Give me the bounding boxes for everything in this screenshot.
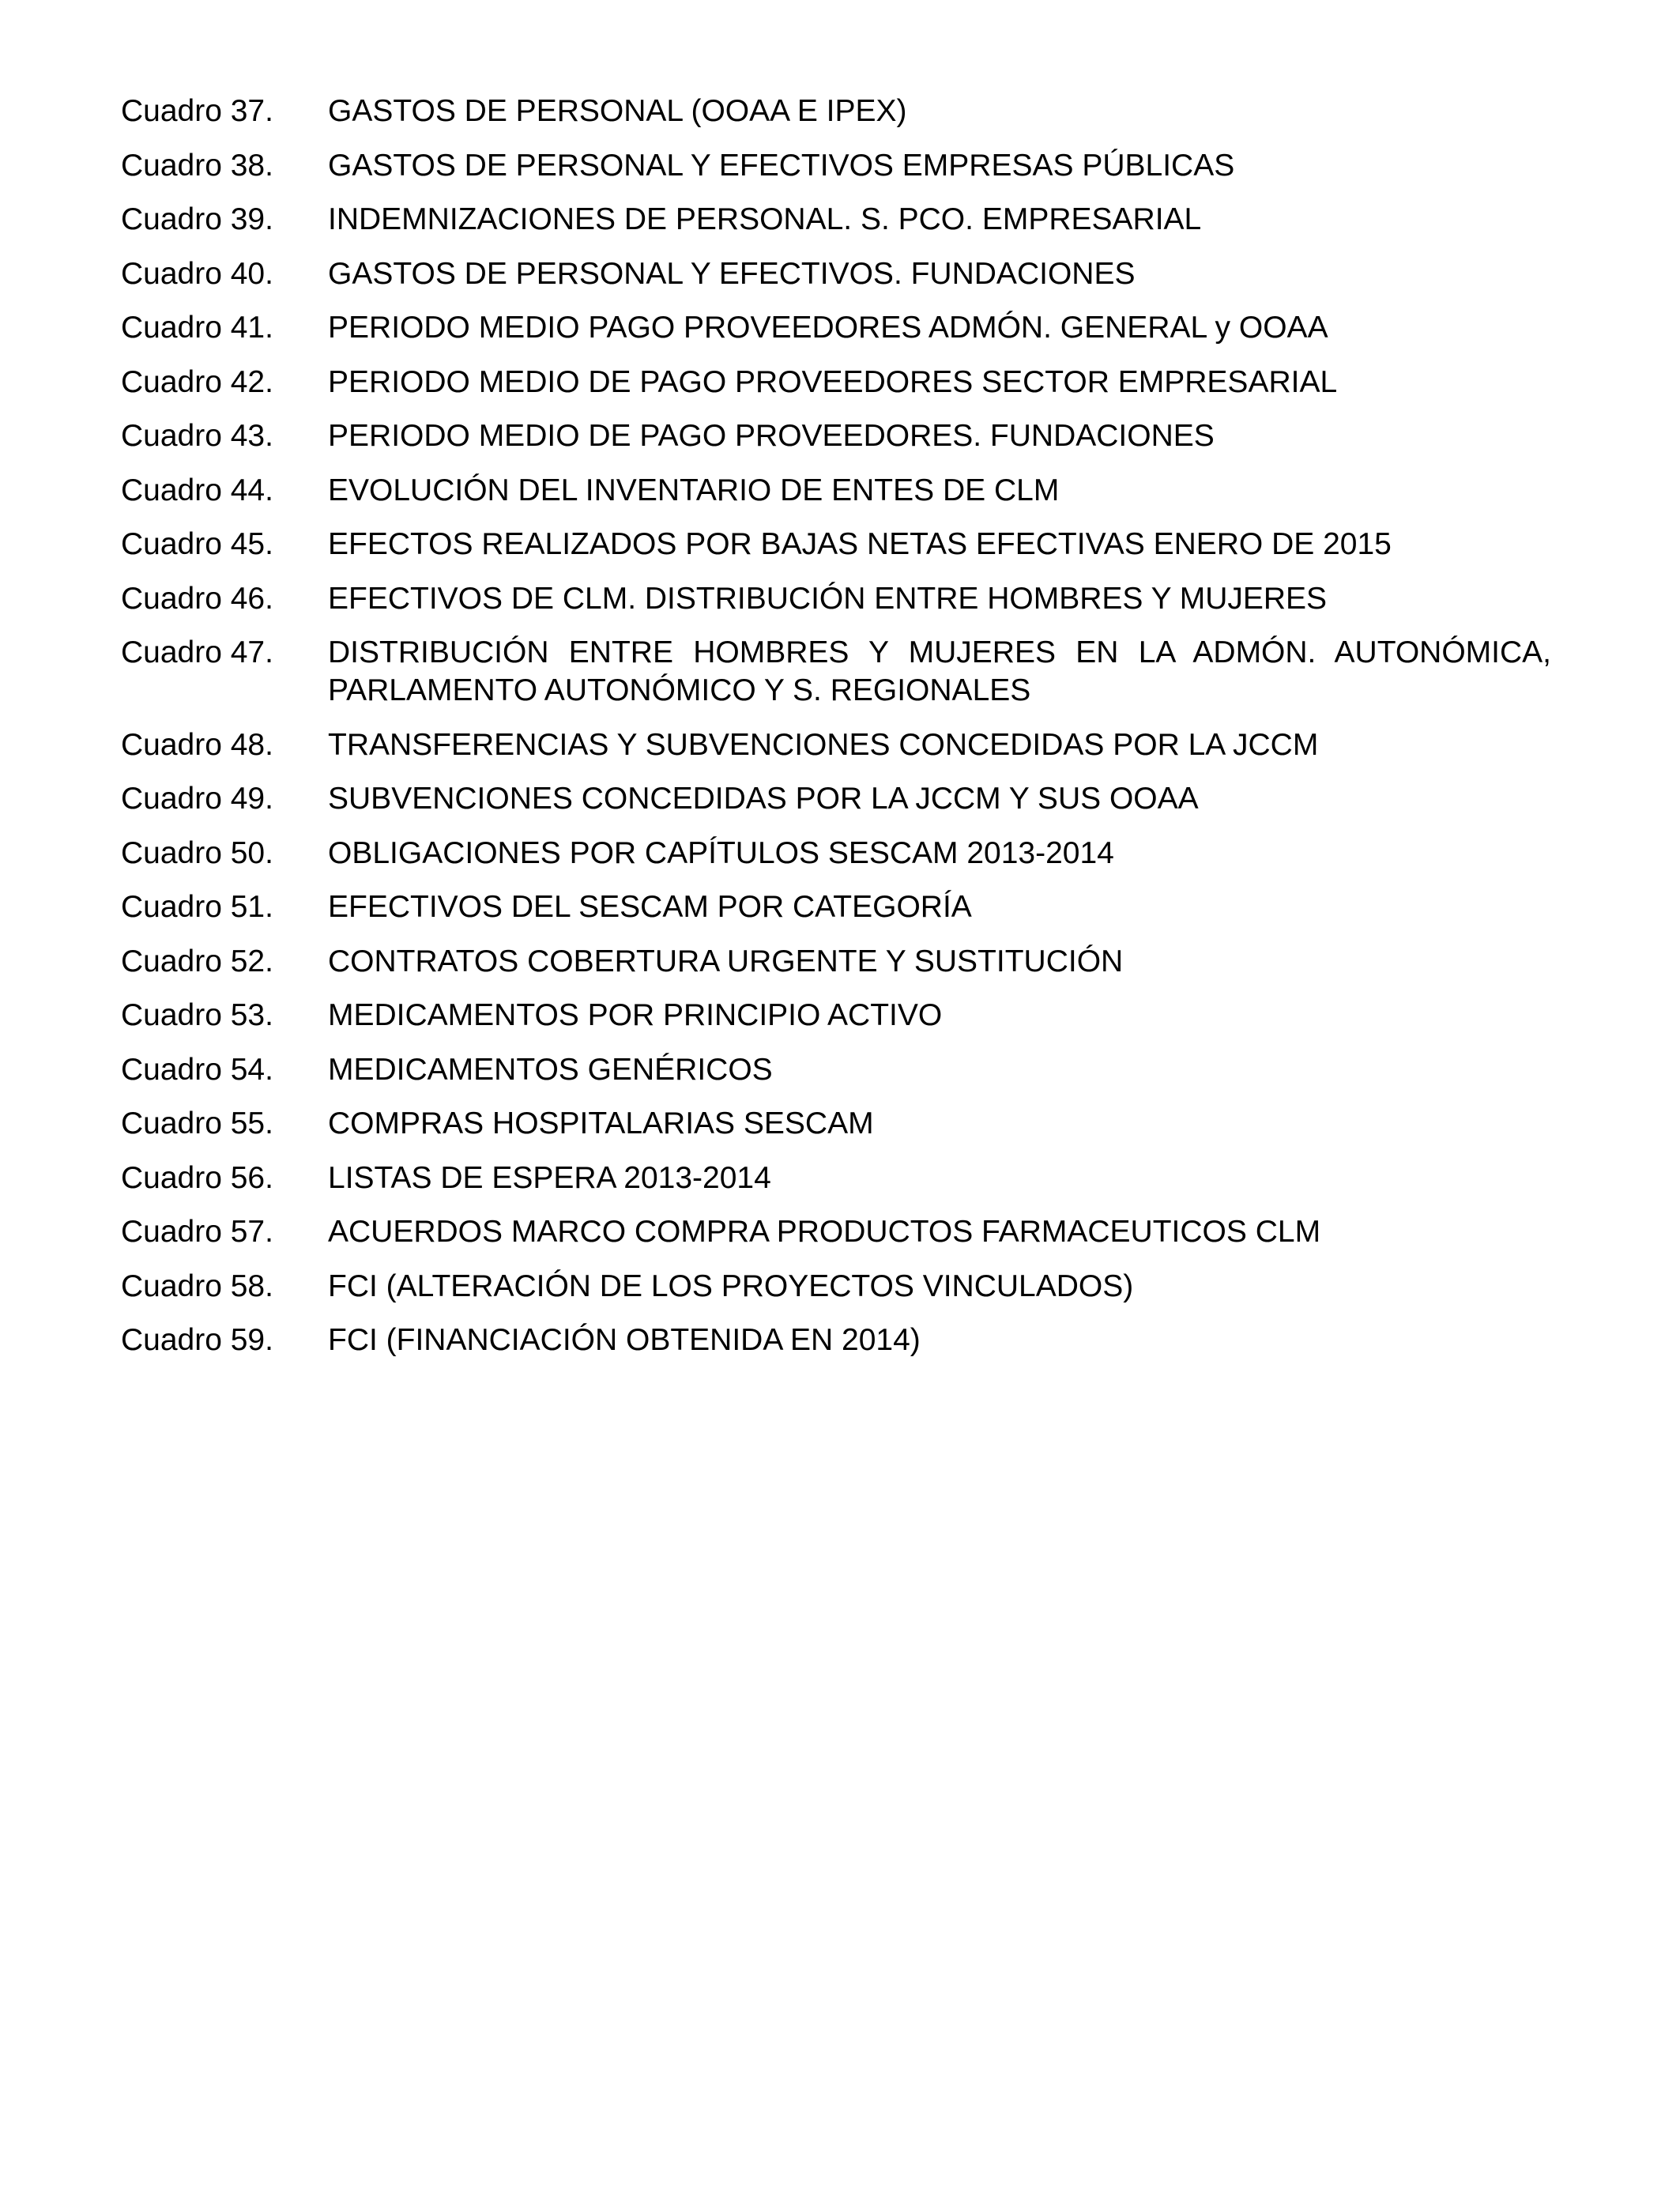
entry-number: Cuadro 50.: [121, 835, 273, 870]
entry-number: Cuadro 47.: [121, 635, 273, 669]
entry-number: Cuadro 39.: [121, 202, 273, 236]
toc-entry: [121, 417, 1551, 455]
entry-title: GASTOS DE PERSONAL Y EFECTIVOS EMPRESAS PÚBLICAS: [328, 148, 1235, 183]
entry-title: FCI (ALTERACIÓN DE LOS PROYECTOS VINCULADOS): [328, 1269, 1134, 1303]
entry-title: DISTRIBUCIÓN ENTRE HOMBRES Y MUJERES EN LA ADMÓN. AUTONÓMICA, PARLAMENTO AUTONÓMICO Y S. REGIONALES: [328, 635, 1551, 707]
toc-entry: [121, 835, 1551, 873]
toc-entry: [121, 201, 1551, 239]
toc-entry: [121, 580, 1551, 618]
toc-entry: [121, 726, 1551, 764]
entry-number: Cuadro 44.: [121, 473, 273, 507]
entry-title: SUBVENCIONES CONCEDIDAS POR LA JCCM Y SUS OOAA: [328, 782, 1199, 816]
entry-number: Cuadro 45.: [121, 527, 273, 561]
toc-entry: [121, 1105, 1551, 1143]
toc-entry: [121, 1051, 1551, 1089]
entry-number: Cuadro 49.: [121, 782, 273, 816]
entry-title: MEDICAMENTOS POR PRINCIPIO ACTIVO: [328, 998, 943, 1032]
entry-number: Cuadro 59.: [121, 1323, 273, 1357]
entry-title: EFECTOS REALIZADOS POR BAJAS NETAS EFECTIVAS ENERO DE 2015: [328, 527, 1392, 561]
toc-entry: [121, 1268, 1551, 1306]
entry-number: Cuadro 41.: [121, 311, 273, 345]
toc-entry: [121, 1321, 1551, 1359]
entry-title: FCI (FINANCIACIÓN OBTENIDA EN 2014): [328, 1323, 921, 1357]
toc-entry: [121, 634, 1551, 710]
table-index-list: [121, 92, 1551, 1376]
entry-number: Cuadro 37.: [121, 94, 273, 128]
entry-title: GASTOS DE PERSONAL Y EFECTIVOS. FUNDACIONES: [328, 256, 1136, 291]
toc-entry: [121, 526, 1551, 564]
toc-entry: [121, 1159, 1551, 1197]
entry-title: PERIODO MEDIO DE PAGO PROVEEDORES SECTOR EMPRESARIAL: [328, 364, 1338, 399]
entry-number: Cuadro 48.: [121, 727, 273, 762]
entry-title: TRANSFERENCIAS Y SUBVENCIONES CONCEDIDAS POR LA JCCM: [328, 727, 1319, 762]
entry-title: COMPRAS HOSPITALARIAS SESCAM: [328, 1106, 874, 1140]
entry-number: Cuadro 43.: [121, 419, 273, 453]
toc-entry: [121, 997, 1551, 1035]
entry-number: Cuadro 53.: [121, 998, 273, 1032]
toc-entry: [121, 888, 1551, 926]
entry-title: LISTAS DE ESPERA 2013-2014: [328, 1160, 771, 1195]
entry-title: PERIODO MEDIO PAGO PROVEEDORES ADMÓN. GENERAL y OOAA: [328, 311, 1328, 345]
toc-entry: [121, 255, 1551, 293]
entry-number: Cuadro 42.: [121, 364, 273, 399]
toc-entry: [121, 92, 1551, 130]
toc-entry: [121, 147, 1551, 185]
entry-title: INDEMNIZACIONES DE PERSONAL. S. PCO. EMPRESARIAL: [328, 202, 1202, 236]
entry-number: Cuadro 38.: [121, 148, 273, 183]
toc-entry: [121, 780, 1551, 818]
entry-title: CONTRATOS COBERTURA URGENTE Y SUSTITUCIÓN: [328, 944, 1124, 978]
entry-title: MEDICAMENTOS GENÉRICOS: [328, 1052, 773, 1087]
entry-number: Cuadro 57.: [121, 1215, 273, 1249]
entry-number: Cuadro 40.: [121, 256, 273, 291]
entry-number: Cuadro 55.: [121, 1106, 273, 1140]
toc-entry: [121, 309, 1551, 347]
entry-number: Cuadro 52.: [121, 944, 273, 978]
entry-title: EFECTIVOS DE CLM. DISTRIBUCIÓN ENTRE HOMBRES Y MUJERES: [328, 581, 1328, 616]
toc-entry: [121, 364, 1551, 401]
entry-number: Cuadro 56.: [121, 1160, 273, 1195]
entry-title: GASTOS DE PERSONAL (OOAA E IPEX): [328, 94, 907, 128]
entry-title: EFECTIVOS DEL SESCAM POR CATEGORÍA: [328, 890, 972, 924]
entry-number: Cuadro 54.: [121, 1052, 273, 1087]
toc-entry: [121, 472, 1551, 510]
entry-title: EVOLUCIÓN DEL INVENTARIO DE ENTES DE CLM: [328, 473, 1060, 507]
toc-entry: [121, 943, 1551, 981]
toc-entry: [121, 1213, 1551, 1251]
entry-title: OBLIGACIONES POR CAPÍTULOS SESCAM 2013-2014: [328, 835, 1114, 870]
entry-number: Cuadro 46.: [121, 581, 273, 616]
entry-number: Cuadro 58.: [121, 1269, 273, 1303]
entry-title: PERIODO MEDIO DE PAGO PROVEEDORES. FUNDACIONES: [328, 419, 1215, 453]
entry-title: ACUERDOS MARCO COMPRA PRODUCTOS FARMACEUTICOS CLM: [328, 1215, 1321, 1249]
entry-number: Cuadro 51.: [121, 890, 273, 924]
